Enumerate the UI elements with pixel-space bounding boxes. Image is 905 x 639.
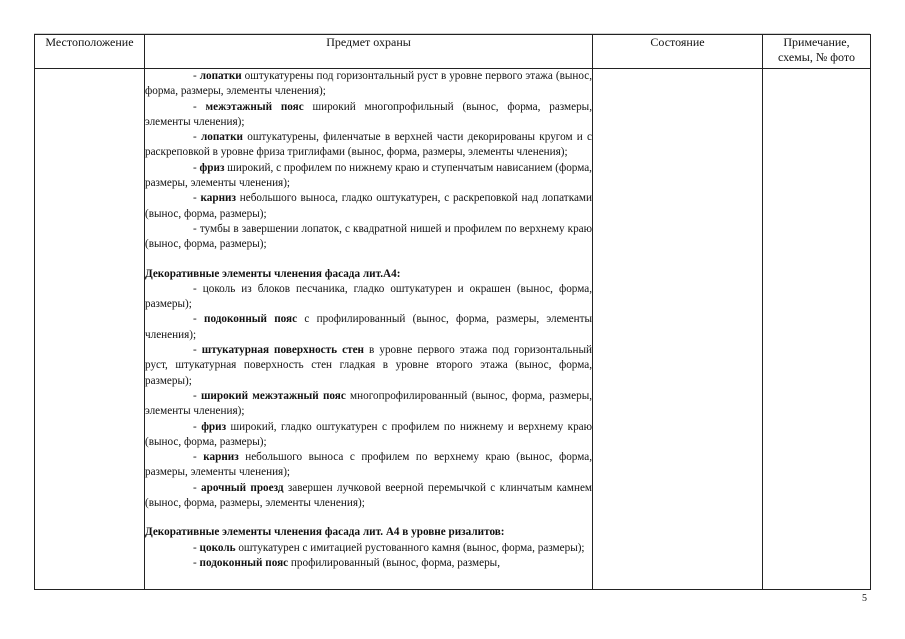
item-description: профилированный (вынос, форма, размеры, (288, 556, 500, 569)
item-dash: - (193, 192, 201, 205)
list-item (145, 282, 592, 313)
item-term: лопатки (199, 70, 242, 82)
item-term: фриз (199, 161, 225, 174)
section-heading-2: Декоративные элементы членения фасада лит.А4: (145, 267, 401, 280)
list-item (145, 481, 592, 512)
item-term: цоколь (199, 541, 236, 554)
cell-location (35, 69, 145, 590)
items-group-3 (145, 541, 592, 572)
item-term: широкий межэтажный пояс (200, 389, 346, 402)
item-term: арочный проезд (201, 481, 284, 494)
page-number: 5 (862, 593, 867, 604)
list-item (145, 130, 592, 161)
item-description: оштукатурены, филенчатые в верхней части декорированы кругом и с раскреповкой в уровне фриза триглифами (вынос, форма, размеры, элементы членения); (145, 131, 592, 159)
item-dash: - (193, 420, 202, 433)
header-location: Местоположение (35, 35, 145, 69)
item-dash: - (193, 313, 205, 326)
item-dash: - (193, 344, 202, 357)
item-description: тумбы в завершении лопаток, с квадратной нишей и профилем по верхнему краю (вынос, форма, размеры); (145, 222, 592, 251)
header-notes-line1: Примечание, (783, 35, 850, 49)
item-description: оштукатурен с имитацией рустованного камня (вынос, форма, размеры); (235, 541, 585, 554)
header-notes (763, 35, 871, 69)
item-description: широкий многопрофильный (вынос, форма, размеры, элементы членения); (145, 100, 592, 128)
list-item (145, 343, 592, 389)
item-dash: - (193, 222, 200, 235)
item-dash: - (193, 70, 200, 82)
item-dash: - (193, 131, 201, 144)
item-description: цоколь из блоков песчаника, гладко оштукатурен и окрашен (вынос, форма, размеры); (145, 282, 592, 311)
item-dash: - (193, 161, 200, 174)
item-term: карниз (203, 451, 239, 464)
item-description: оштукатурены под горизонтальный руст в уровне первого этажа (вынос, форма, размеры, элементы членения); (145, 70, 592, 98)
item-dash: - (193, 481, 202, 494)
item-dash: - (193, 556, 200, 569)
items-group-1 (145, 69, 592, 253)
header-notes-line2: схемы, № фото (777, 50, 855, 64)
item-dash: - (193, 541, 200, 554)
list-item (145, 420, 592, 451)
table-body-row (35, 69, 871, 590)
item-term: межэтажный пояс (205, 100, 304, 113)
list-item (145, 450, 592, 481)
item-description: завершен лучковой веерной перемычкой с клинчатым камнем (вынос, форма, размеры, элементы членения); (145, 481, 592, 510)
list-item (145, 312, 592, 343)
cell-subject (145, 69, 593, 590)
header-subject: Предмет охраны (145, 35, 593, 69)
item-description: широкий, с профилем по нижнему краю и ступенчатым нависанием (форма, размеры, элементы членения); (145, 161, 592, 190)
item-dash: - (193, 100, 206, 113)
list-item (145, 69, 592, 100)
list-item (145, 100, 592, 131)
item-dash: - (193, 451, 204, 464)
header-condition: Состояние (593, 35, 763, 69)
item-term: штукатурная поверхность стен (201, 344, 364, 357)
item-dash: - (193, 282, 203, 295)
item-description: с профилированный (вынос, форма, размеры, элементы членения); (145, 313, 593, 341)
list-item (145, 556, 592, 571)
list-item (145, 541, 592, 556)
table-header-row (35, 35, 871, 69)
item-term: фриз (201, 420, 227, 433)
item-description: небольшого выноса, гладко оштукатурен, с раскреповкой над лопатками (вынос, форма, размеры); (145, 192, 592, 220)
section-heading-3: Декоративные элементы членения фасада лит. А4 в уровне ризалитов: (145, 526, 505, 539)
item-description: в уровне первого этажа под горизонтальный руст, штукатурная поверхность стен гладкая в уровне второго этажа (вынос, форма, размеры); (145, 344, 592, 387)
items-group-2 (145, 282, 592, 511)
item-term: подоконный пояс (199, 556, 289, 569)
protection-subject-table (34, 34, 871, 590)
item-description: широкий, гладко оштукатурен с профилем по нижнему и верхнему краю (вынос, форма, размеры); (145, 420, 592, 448)
item-description: небольшого выноса с профилем по верхнему краю (вынос, форма, размеры, элементы членения); (145, 451, 592, 479)
list-item (145, 191, 592, 222)
item-description: многопрофилированный (вынос, форма, размеры, элементы членения); (145, 389, 593, 418)
list-item (145, 222, 592, 253)
list-item (145, 161, 592, 192)
item-term: карниз (200, 192, 236, 205)
cell-condition (593, 69, 763, 590)
item-dash: - (193, 389, 201, 402)
item-term: подоконный пояс (204, 313, 298, 326)
item-term: лопатки (200, 131, 243, 144)
cell-notes (763, 69, 871, 590)
list-item (145, 389, 592, 420)
